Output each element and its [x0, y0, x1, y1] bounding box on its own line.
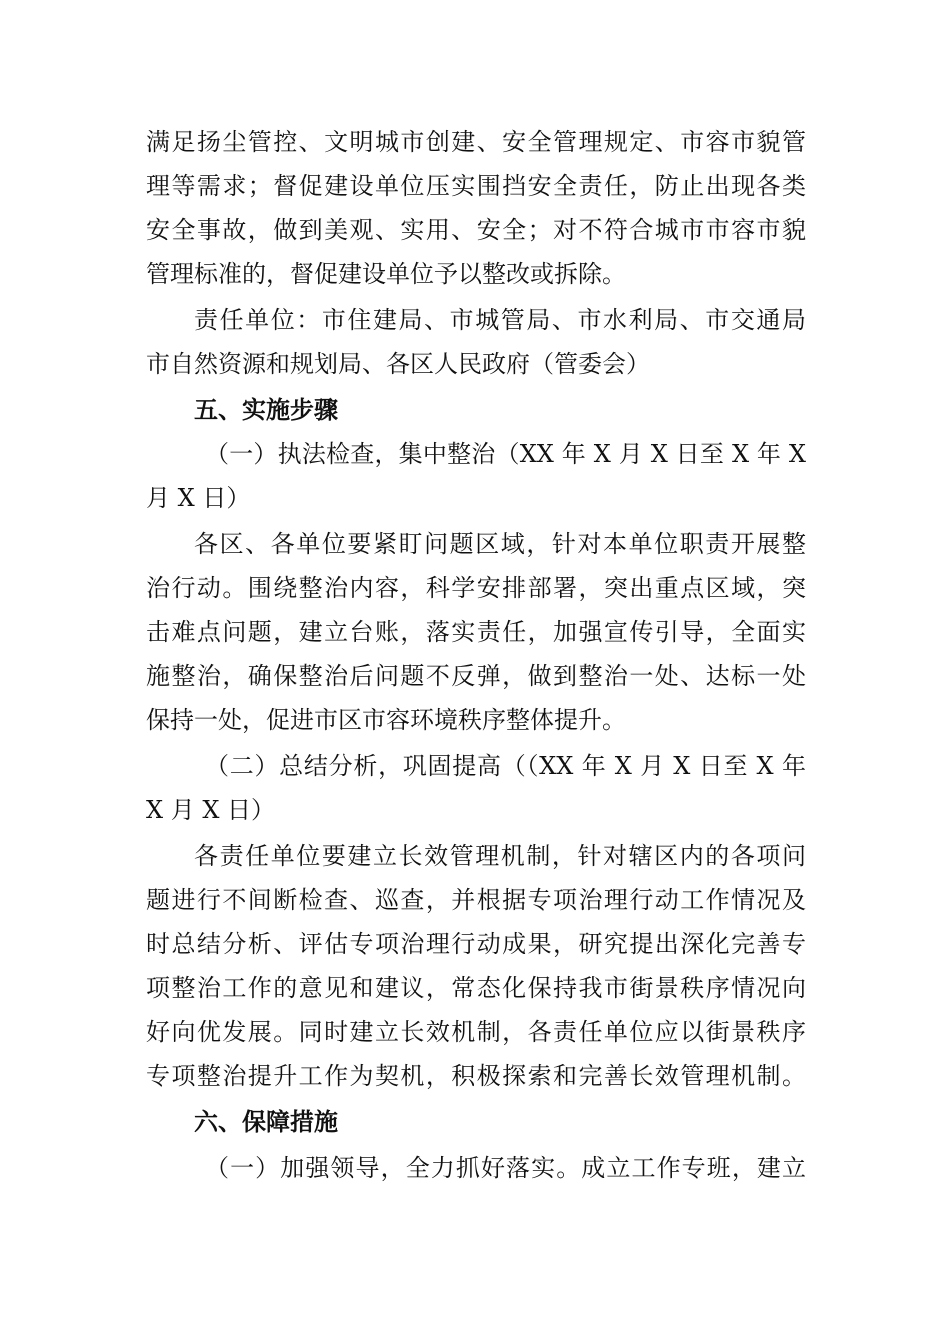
section-heading: 五、实施步骤 — [194, 396, 338, 424]
paragraph-line: 满足扬尘管控、文明城市创建、安全管理规定、市容市貌管 — [146, 128, 806, 156]
paragraph-line: 管理标准的，督促建设单位予以整改或拆除。 — [146, 260, 626, 288]
paragraph-line: 保持一处，促进市区市容环境秩序整体提升。 — [146, 706, 626, 734]
paragraph-line: 施整治，确保整治后问题不反弹，做到整治一处、达标一处 — [146, 662, 806, 690]
subsection-heading: （一）执法检查，集中整治（XX 年 X 月 X 日至 X 年 X — [205, 440, 806, 468]
paragraph-line: 各区、各单位要紧盯问题区域，针对本单位职责开展整 — [194, 530, 806, 558]
paragraph-line: 击难点问题，建立台账，落实责任，加强宣传引导，全面实 — [146, 618, 806, 646]
responsible-units-line: 责任单位：市住建局、市城管局、市水利局、市交通局 — [194, 306, 806, 334]
paragraph-line: 题进行不间断检查、巡查，并根据专项治理行动工作情况及 — [146, 886, 806, 914]
paragraph-line: 安全事故，做到美观、实用、安全；对不符合城市市容市貌 — [146, 216, 806, 244]
paragraph-line: 项整治工作的意见和建议，常态化保持我市街景秩序情况向 — [146, 974, 806, 1002]
paragraph-line: （一）加强领导，全力抓好落实。成立工作专班，建立 — [205, 1154, 806, 1182]
paragraph-line: 时总结分析、评估专项治理行动成果，研究提出深化完善专 — [146, 930, 806, 958]
responsible-units-line: 市自然资源和规划局、各区人民政府（管委会） — [146, 350, 650, 378]
paragraph-line: 理等需求；督促建设单位压实围挡安全责任，防止出现各类 — [146, 172, 806, 200]
paragraph-line: 专项整治提升工作为契机，积极探索和完善长效管理机制。 — [146, 1062, 806, 1090]
paragraph-line: 好向优发展。同时建立长效机制，各责任单位应以街景秩序 — [146, 1018, 806, 1046]
paragraph-line: 各责任单位要建立长效管理机制，针对辖区内的各项问 — [194, 842, 806, 870]
subsection-heading: （二）总结分析，巩固提高（（XX 年 X 月 X 日至 X 年 — [205, 752, 806, 780]
section-heading: 六、保障措施 — [194, 1108, 338, 1136]
paragraph-line: 治行动。围绕整治内容，科学安排部署，突出重点区域，突 — [146, 574, 806, 602]
subsection-heading: 月 X 日） — [146, 484, 251, 512]
subsection-heading: X 月 X 日） — [146, 796, 276, 824]
